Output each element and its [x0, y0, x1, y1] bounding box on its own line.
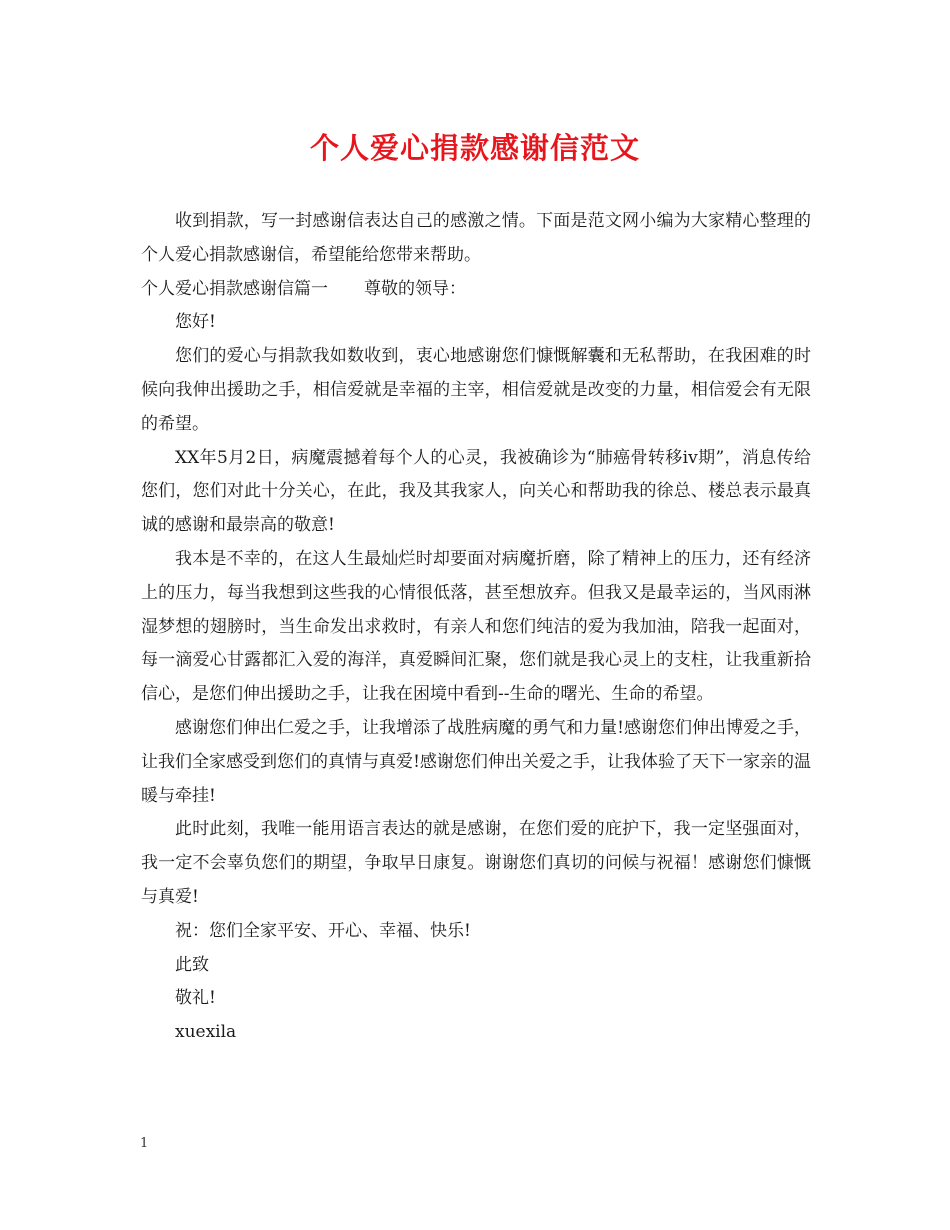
greeting: 您好!	[175, 312, 216, 333]
letter-body	[141, 205, 811, 1050]
paragraph-5: 此时此刻，我唯一能用语言表达的就是感谢，在您们爱的庇护下，我一定坚强面对，我一定不会辜负您们的期望，争取早日康复。谢谢您们真切的问候与祝福！感谢您们慷慨与真爱!	[141, 819, 811, 907]
paragraph-2: XX年5月2日，病魔震撼着每个人的心灵，我被确诊为“肺癌骨转移iv期”，消息传给您们，您们对此十分关心，在此，我及其我家人，向关心和帮助我的徐总、楼总表示最真诚的感谢和最崇高的敬意!	[141, 447, 811, 536]
section-heading-line	[141, 273, 811, 307]
paragraph-1: 您们的爱心与捐款我如数收到，衷心地感谢您们慷慨解囊和无私帮助，在我困难的时候向我伸出援助之手，相信爱就是幸福的主宰，相信爱就是改变的力量，相信爱会有无限的希望。	[141, 346, 811, 434]
document-title: 个人爱心捐款感谢信范文	[309, 131, 640, 165]
wish-line: 祝：您们全家平安、开心、幸福、快乐!	[175, 920, 471, 941]
signature: xuexila	[175, 1022, 237, 1043]
paragraph-3: 我本是不幸的，在这人生最灿烂时却要面对病魔折磨，除了精神上的压力，还有经济上的压力，每当我想到这些我的心情很低落，甚至想放弃。但我又是最幸运的，当风雨淋湿梦想的翅膀时，当生命发出求救时，有亲人和您们纯洁的爱为我加油，陪我一起面对，每一滴爱心甘露都汇入爱的海洋，真爱瞬间汇聚，您们就是我心灵上的支柱，让我重新拾信心，是您们伸出援助之手，让我在困境中看到--生命的曙光、生命的希望。	[141, 548, 811, 705]
closing-line-1: 此致	[175, 954, 209, 975]
salutation: 尊敬的领导：	[364, 278, 466, 299]
intro-paragraph: 收到捐款，写一封感谢信表达自己的感激之情。下面是范文网小编为大家精心整理的个人爱心捐款感谢信，希望能给您带来帮助。	[141, 211, 811, 265]
page-number: 1	[140, 1136, 149, 1151]
section-heading: 个人爱心捐款感谢信篇一	[141, 278, 328, 299]
closing-line-2: 敬礼!	[175, 988, 216, 1009]
paragraph-4: 感谢您们伸出仁爱之手，让我增添了战胜病魔的勇气和力量!感谢您们伸出博爱之手，让我们全家感受到您们的真情与真爱!感谢您们伸出关爱之手，让我体验了天下一家亲的温暖与牵挂!	[141, 717, 811, 806]
